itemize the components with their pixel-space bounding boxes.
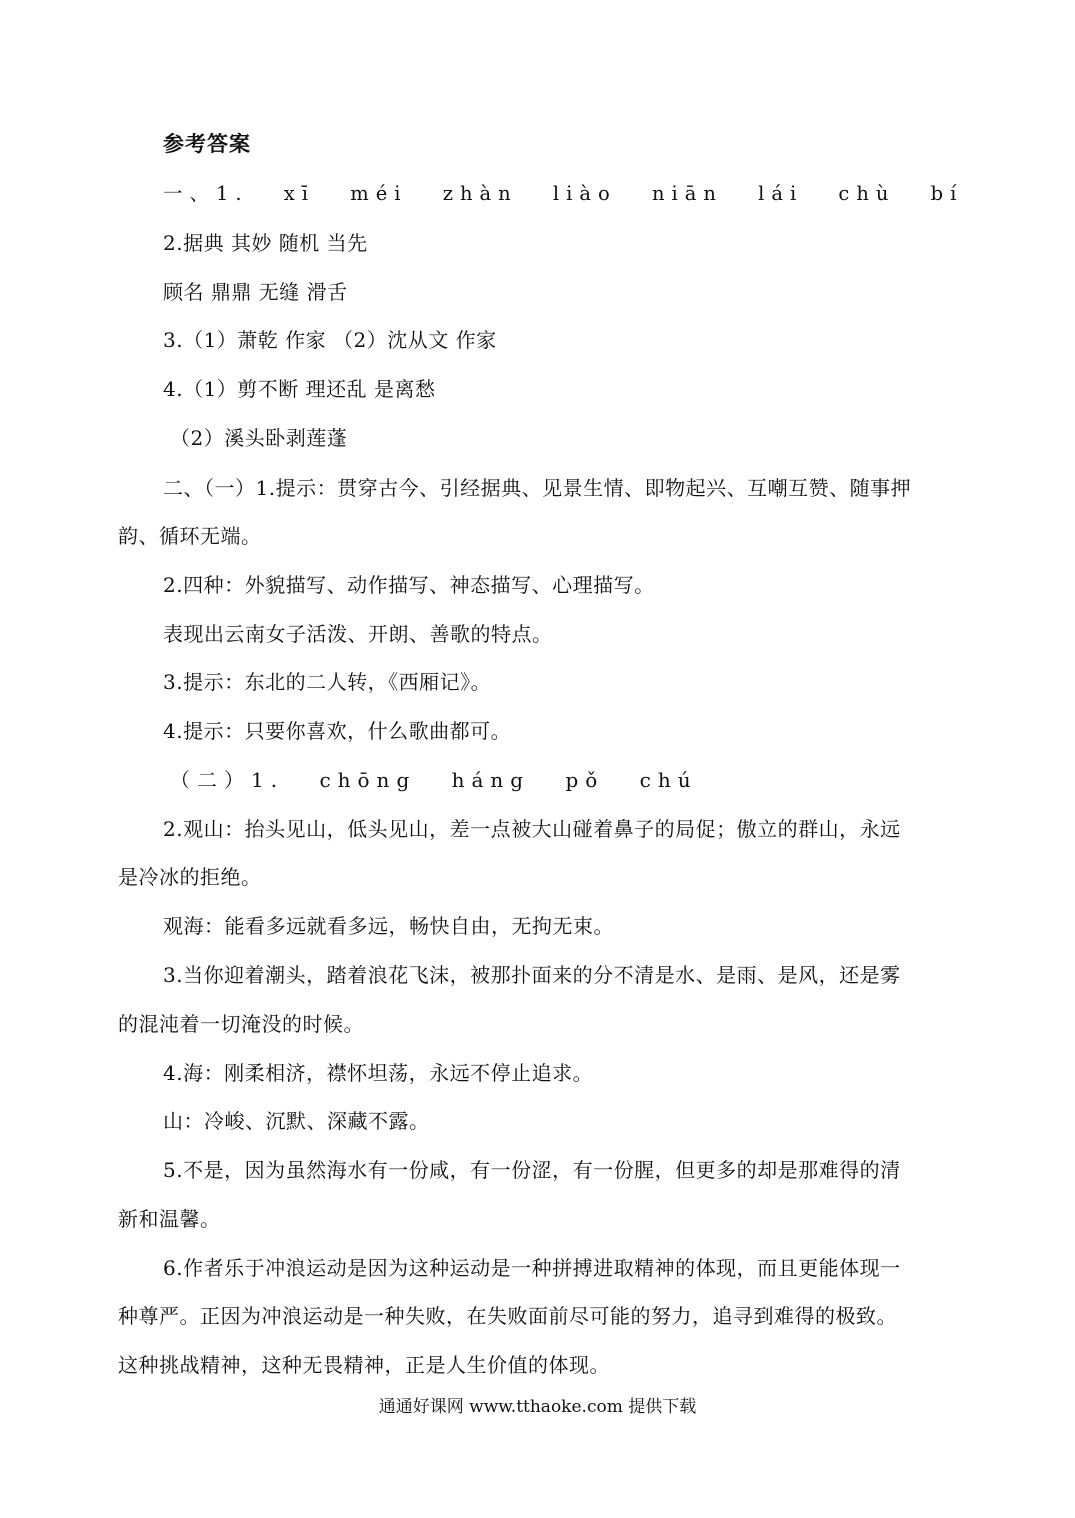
answer-2-1-1-line2: 韵、循环无端。 <box>118 524 262 548</box>
answer-1-2-row2: 顾名 鼎鼎 无缝 滑舌 <box>163 280 348 304</box>
page-title: 参考答案 <box>163 132 251 156</box>
answer-2-1-4: 4.提示：只要你喜欢，什么歌曲都可。 <box>163 719 512 743</box>
answer-2-2-6-line1: 6.作者乐于冲浪运动是因为这种运动是一种拼搏进取精神的体现，而且更能体现一 <box>163 1256 901 1280</box>
answer-2-2-4-line2: 山：冷峻、沉默、深藏不露。 <box>163 1109 430 1133</box>
answer-2-2-2-line3: 观海：能看多远就看多远，畅快自由，无拘无束。 <box>163 914 614 938</box>
answer-2-2-2-line2: 是冷冰的拒绝。 <box>118 865 262 889</box>
answer-2-2-1-pinyin: （二）1. chōng háng pǒ chú <box>170 768 698 792</box>
answer-2-2-2-line1: 2.观山：抬头见山，低头见山，差一点被大山碰着鼻子的局促；傲立的群山，永远 <box>163 817 901 841</box>
answer-1-2-row1: 2.据典 其妙 随机 当先 <box>163 231 368 255</box>
answer-2-2-4-line1: 4.海：刚柔相济，襟怀坦荡，永远不停止追求。 <box>163 1061 594 1085</box>
answer-2-2-6-line2: 种尊严。正因为冲浪运动是一种失败，在失败面前尽可能的努力，追寻到难得的极致。 <box>118 1304 897 1328</box>
answer-2-2-5-line2: 新和温馨。 <box>118 1207 221 1231</box>
answer-2-2-3-line1: 3.当你迎着潮头，踏着浪花飞沫，被那扑面来的分不清是水、是雨、是风，还是雾 <box>163 963 901 987</box>
answer-1-3: 3.（1）萧乾 作家 （2）沈从文 作家 <box>163 328 497 352</box>
footer-source: 通通好课网 www.tthaoke.com 提供下载 <box>378 1397 697 1417</box>
answer-2-1-3: 3.提示：东北的二人转，《西厢记》。 <box>163 670 492 694</box>
answer-2-1-1-line1: 二、（一）1.提示：贯穿古今、引经据典、见景生情、即物起兴、互嘲互赞、随事押 <box>163 476 912 500</box>
answer-1-1-pinyin: 一、1. xī méi zhàn liào niān lái chù bí <box>163 182 964 205</box>
answer-2-1-2-line1: 2.四种：外貌描写、动作描写、神态描写、心理描写。 <box>163 573 655 597</box>
answer-2-1-2-line2: 表现出云南女子活泼、开朗、善歌的特点。 <box>163 622 553 646</box>
answer-2-2-3-line2: 的混沌着一切淹没的时候。 <box>118 1012 364 1036</box>
answer-1-4-part2: （2）溪头卧剥莲蓬 <box>170 426 348 450</box>
answer-1-4-part1: 4.（1）剪不断 理还乱 是离愁 <box>163 377 436 401</box>
answer-2-2-5-line1: 5.不是，因为虽然海水有一份咸，有一份涩，有一份腥，但更多的却是那难得的清 <box>163 1158 901 1182</box>
answer-2-2-6-line3: 这种挑战精神，这种无畏精神，正是人生价值的体现。 <box>118 1353 610 1377</box>
